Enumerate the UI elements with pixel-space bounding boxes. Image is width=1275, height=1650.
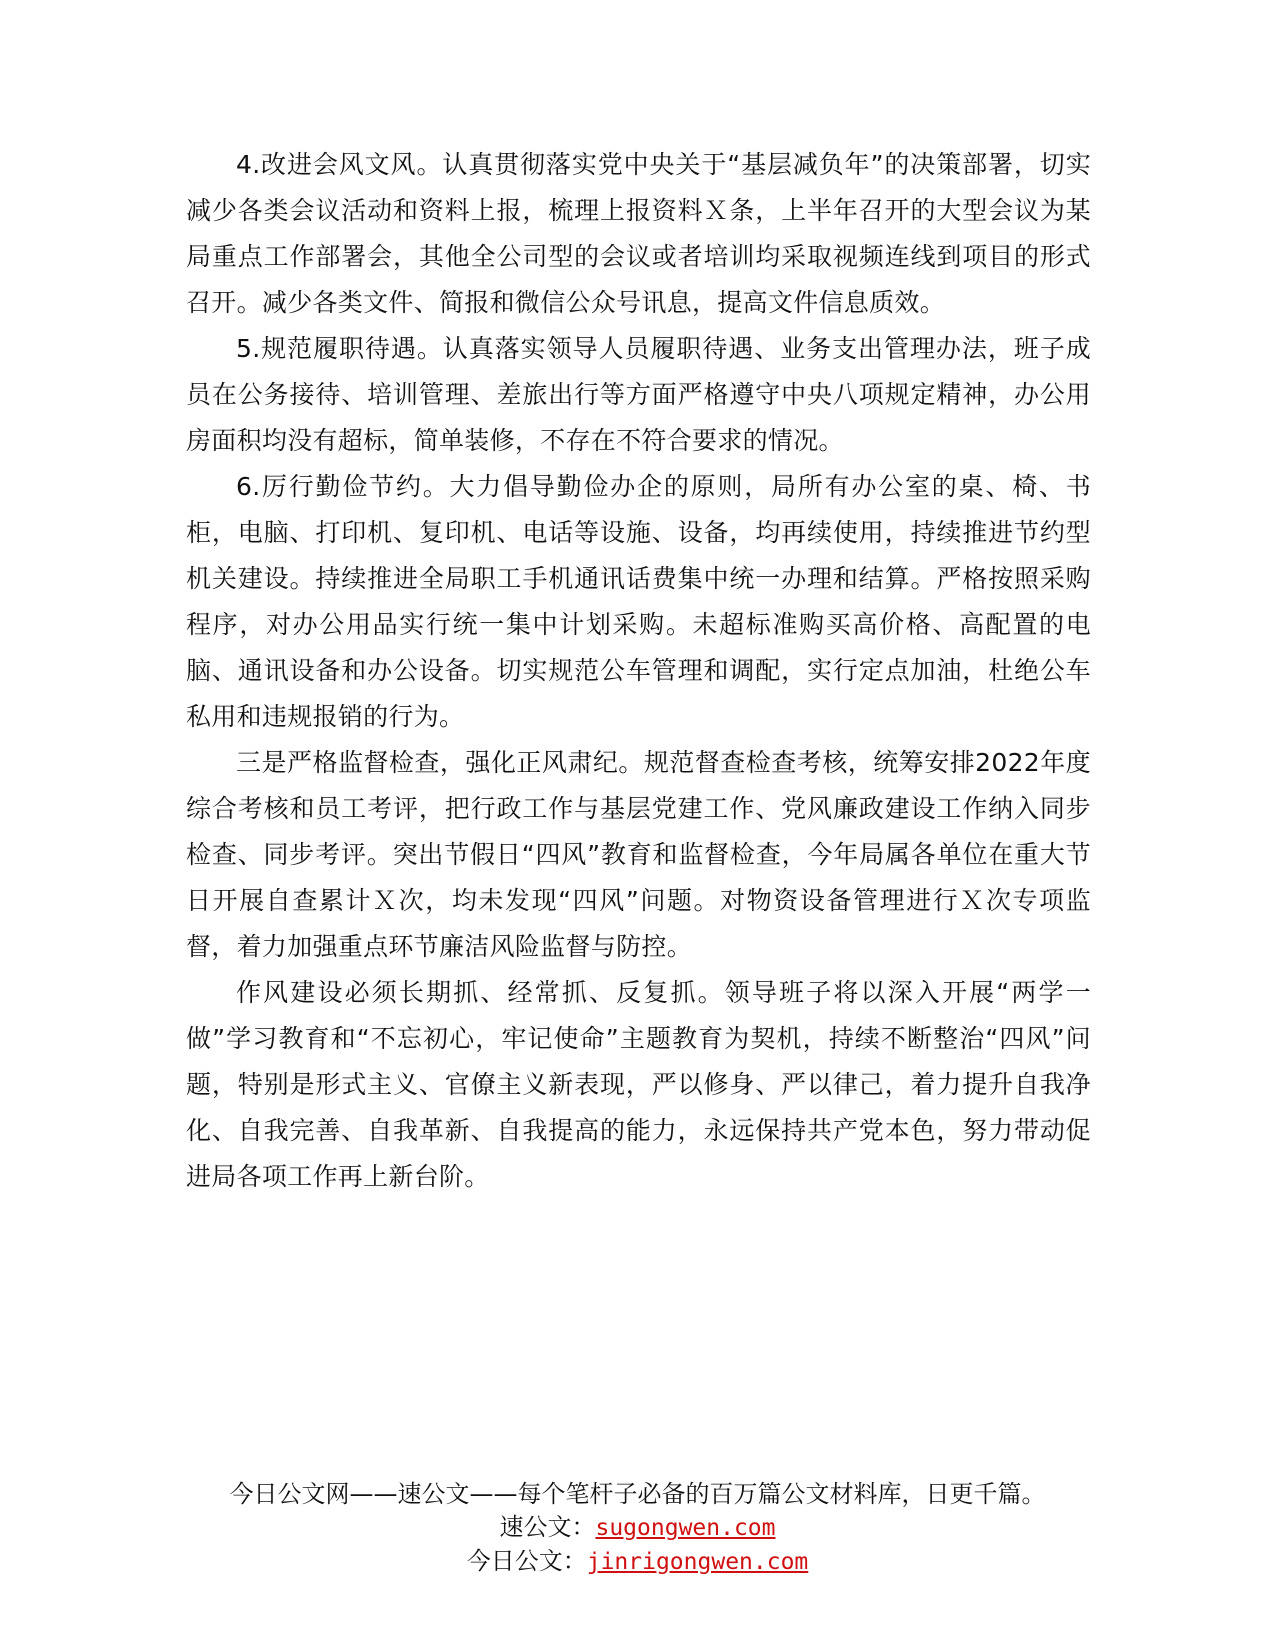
footer-slogan: 今日公文网——速公文——每个笔杆子必备的百万篇公文材料库，日更千篇。 (229, 1480, 1046, 1508)
footer-jinrigongwen-label: 今日公文： (466, 1547, 587, 1575)
paragraph-conclusion: 作风建设必须长期抓、经常抓、反复抓。领导班子将以深入开展“两学一做”学习教育和“不忘初心，牢记使命”主题教育为契机，持续不断整治“四风”问题，特别是形式主义、官僚主义新表现，严以修身、严以律己，着力提升自我净化、自我完善、自我革新、自我提高的能力，永远保持共产党本色，努力带动促进局各项工作再上新台阶。 (186, 978, 1091, 1191)
footer-jinrigongwen-line (0, 1545, 1275, 1579)
paragraph-practice-thrift: 6.厉行勤俭节约。大力倡导勤俭办企的原则，局所有办公室的桌、椅、书柜，电脑、打印机、复印机、电话等设施、设备，均再续使用，持续推进节约型机关建设。持续推进全局职工手机通讯话费集中统一办理和结算。严格按照采购程序，对办公用品实行统一集中计划采购。未超标准购买高价格、高配置的电脑、通讯设备和办公设备。切实规范公车管理和调配，实行定点加油，杜绝公车私用和违规报销的行为。 (186, 472, 1091, 731)
jinrigongwen-link[interactable]: jinrigongwen.com (586, 1549, 809, 1575)
footer-sugongwen-label: 速公文： (499, 1513, 596, 1541)
paragraph-improve-meeting-style: 4.改进会风文风。认真贯彻落实党中央关于“基层减负年”的决策部署，切实减少各类会议活动和资料上报，梳理上报资料Ｘ条，上半年召开的大型会议为某局重点工作部署会，其他全公司型的会议或者培训均采取视频连线到项目的形式召开。减少各类文件、简报和微信公众号讯息，提高文件信息质效。 (186, 150, 1091, 317)
paragraph-strict-supervision: 三是严格监督检查，强化正风肃纪。规范督查检查考核，统筹安排2022年度综合考核和员工考评，把行政工作与基层党建工作、党风廉政建设工作纳入同步检查、同步考评。突出节假日“四风”教育和监督检查，今年局属各单位在重大节日开展自查累计Ｘ次，均未发现“四风”问题。对物资设备管理进行Ｘ次专项监督，着力加强重点环节廉洁风险监督与防控。 (186, 748, 1091, 961)
paragraph-standardize-treatment: 5.规范履职待遇。认真落实领导人员履职待遇、业务支出管理办法，班子成员在公务接待、培训管理、差旅出行等方面严格遵守中央八项规定精神，办公用房面积均没有超标，简单装修，不存在不符合要求的情况。 (186, 334, 1091, 455)
footer-promo (0, 1478, 1275, 1579)
sugongwen-link[interactable]: sugongwen.com (595, 1515, 776, 1541)
footer-sugongwen-line (0, 1511, 1275, 1545)
document-body (186, 142, 1091, 1200)
